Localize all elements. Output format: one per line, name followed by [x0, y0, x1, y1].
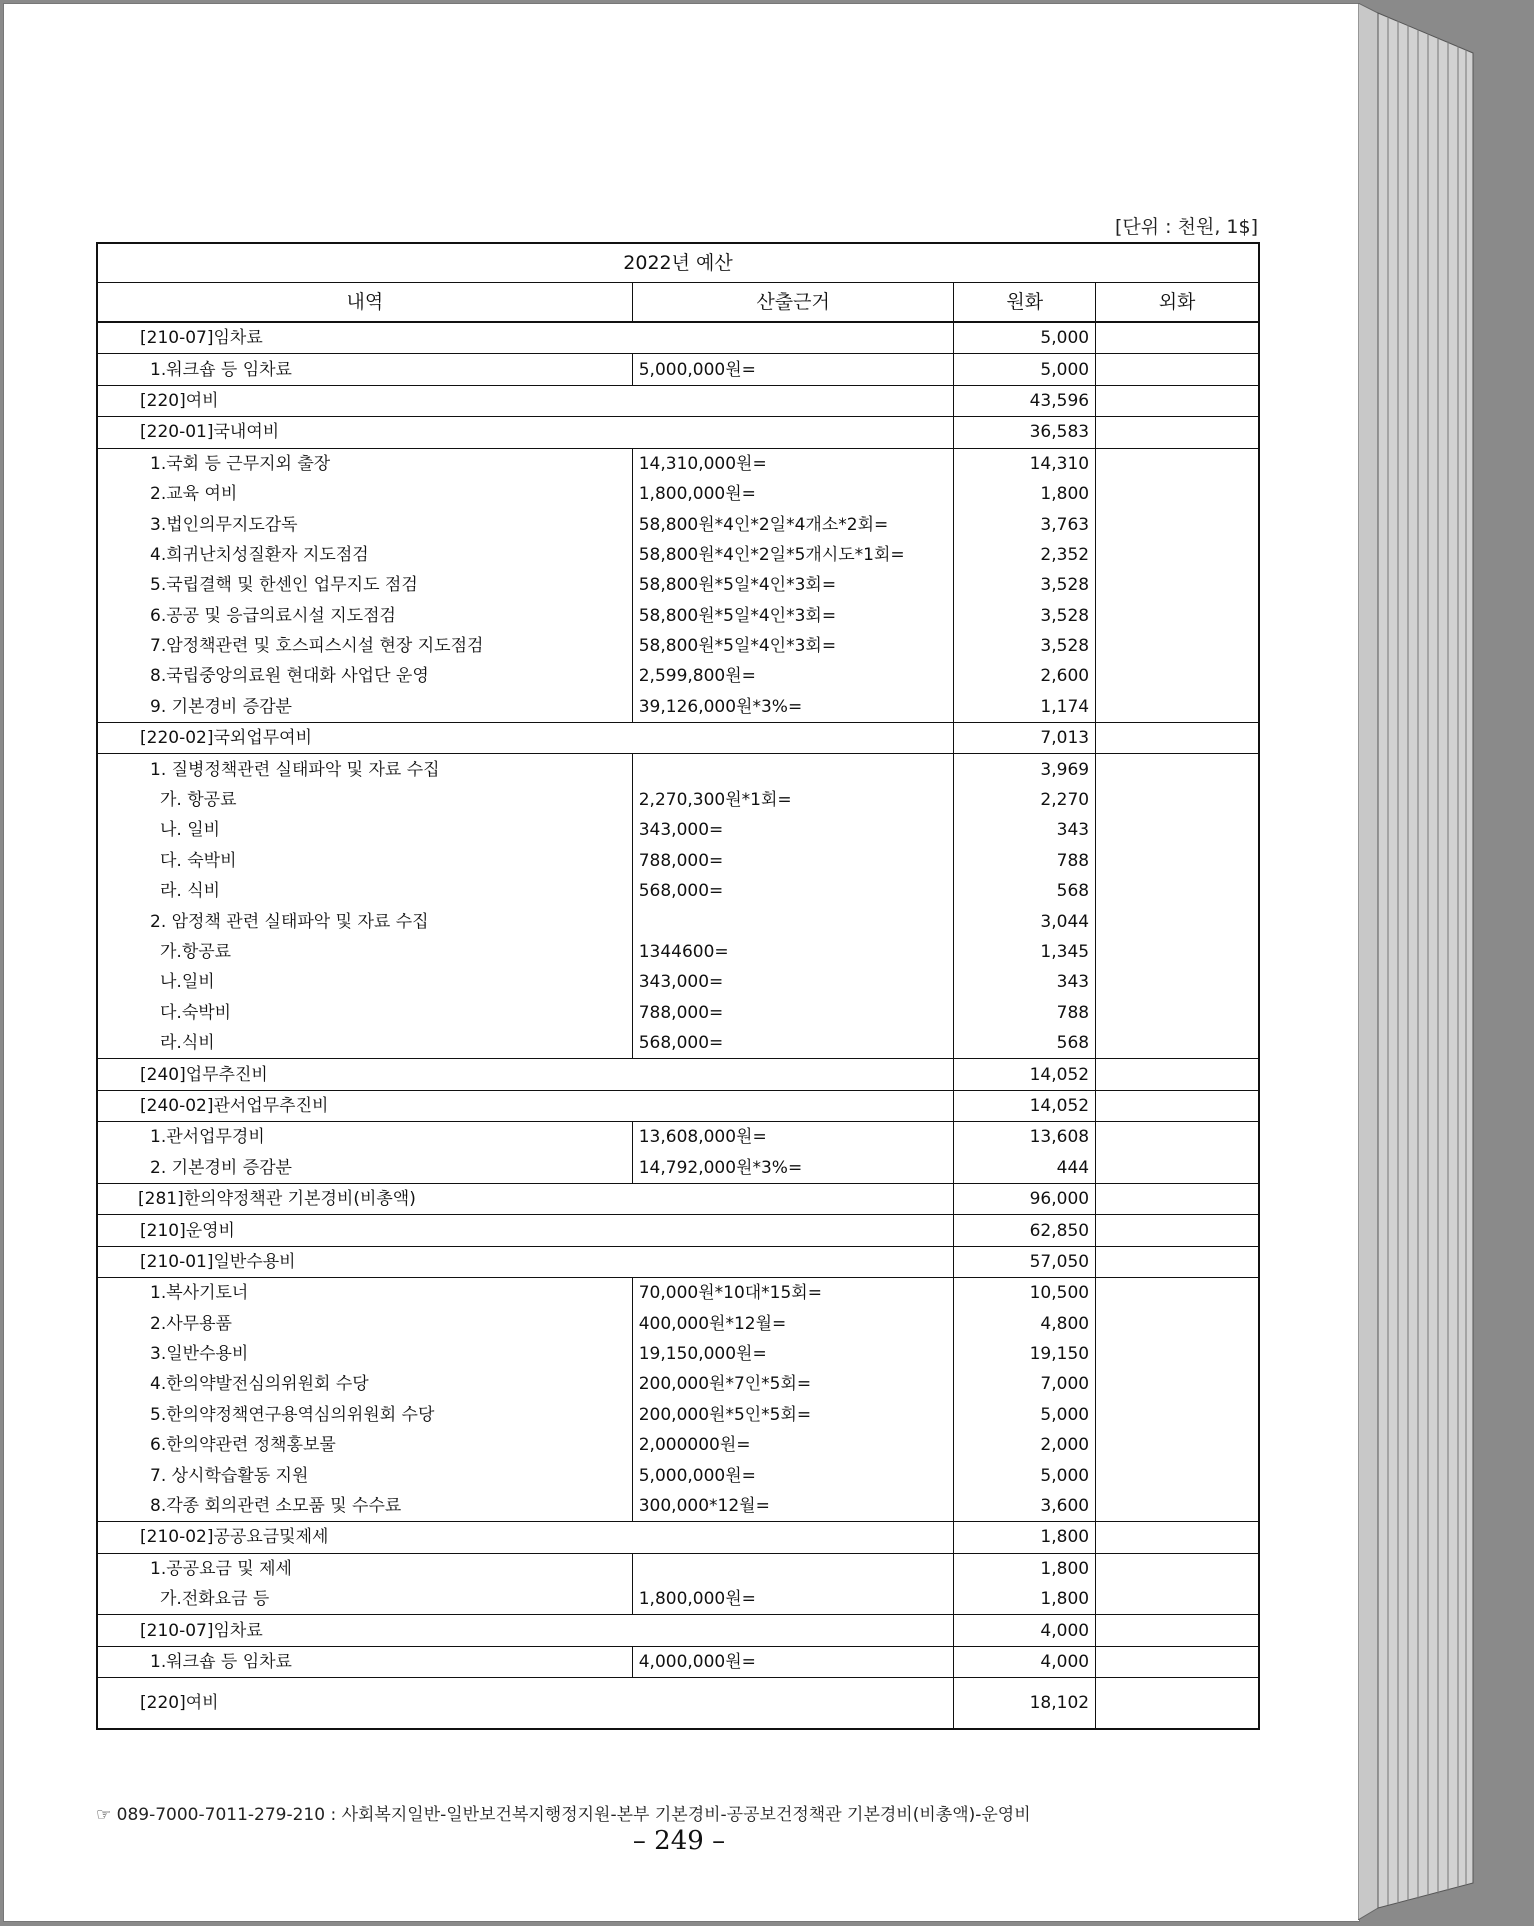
row-foreign — [1096, 479, 1259, 509]
row-item: 5.한의약정책연구용역심의위원회 수당 — [150, 1404, 435, 1425]
row-foreign — [1096, 1183, 1259, 1214]
row-item: 1.관서업무경비 — [97, 1122, 632, 1153]
table-row — [97, 1122, 1259, 1153]
table-row — [97, 1183, 1259, 1214]
table-row — [97, 937, 1259, 967]
row-krw: 13,608 — [954, 1122, 1096, 1153]
row-basis: 343,000= — [632, 815, 954, 845]
row-foreign — [1096, 1028, 1259, 1059]
row-foreign — [1096, 1278, 1259, 1309]
row-item: 가. 항공료 — [160, 790, 237, 811]
table-title: 2022년 예산 — [97, 243, 1259, 283]
row-basis: 13,608,000원= — [632, 1122, 954, 1153]
row-item: [220-02]국외업무여비 — [97, 723, 954, 754]
row-foreign — [1096, 937, 1259, 967]
row-item: 1.국회 등 근무지외 출장 — [97, 448, 632, 479]
row-krw: 3,763 — [954, 509, 1096, 539]
row-krw: 3,528 — [954, 601, 1096, 631]
row-foreign — [1096, 692, 1259, 723]
row-basis: 5,000,000원= — [632, 354, 954, 385]
table-row — [97, 1522, 1259, 1553]
row-krw: 14,052 — [954, 1090, 1096, 1121]
table-row — [97, 846, 1259, 876]
col-header-foreign: 외화 — [1096, 283, 1259, 323]
row-basis: 19,150,000원= — [632, 1339, 954, 1369]
row-basis: 788,000= — [632, 846, 954, 876]
row-item: 가.전화요금 등 — [160, 1589, 270, 1610]
row-krw: 10,500 — [954, 1278, 1096, 1309]
row-basis: 300,000*12월= — [632, 1491, 954, 1522]
col-header-item: 내역 — [97, 283, 632, 323]
row-basis: 1,800,000원= — [632, 1584, 954, 1615]
row-krw: 1,174 — [954, 692, 1096, 723]
row-foreign — [1096, 509, 1259, 539]
row-basis: 14,792,000원*3%= — [632, 1153, 954, 1184]
row-basis: 568,000= — [632, 1028, 954, 1059]
row-basis: 568,000= — [632, 876, 954, 906]
table-row — [97, 661, 1259, 691]
table-row — [97, 540, 1259, 570]
table-row — [97, 1400, 1259, 1430]
row-foreign — [1096, 1584, 1259, 1615]
table-row — [97, 815, 1259, 845]
row-krw: 1,800 — [954, 1522, 1096, 1553]
header-row — [97, 283, 1259, 323]
page-number: – 249 – — [632, 1826, 726, 1856]
row-basis: 70,000원*10대*15회= — [632, 1278, 954, 1309]
row-basis: 1344600= — [632, 937, 954, 967]
row-krw: 3,969 — [954, 754, 1096, 785]
row-item: 다.숙박비 — [160, 1002, 232, 1023]
table-row — [97, 1553, 1259, 1584]
table-row — [97, 1059, 1259, 1090]
table-row — [97, 385, 1259, 416]
row-item: 라. 식비 — [160, 881, 221, 902]
row-item: 2.사무용품 — [150, 1313, 232, 1334]
row-item: 2. 기본경비 증감분 — [150, 1157, 292, 1178]
table-row — [97, 1369, 1259, 1399]
row-foreign — [1096, 448, 1259, 479]
row-krw: 1,800 — [954, 1553, 1096, 1584]
table-row — [97, 1246, 1259, 1277]
row-krw: 43,596 — [954, 385, 1096, 416]
row-item: [240-02]관서업무추진비 — [97, 1090, 954, 1121]
row-krw: 568 — [954, 1028, 1096, 1059]
row-basis: 2,599,800원= — [632, 661, 954, 691]
row-item: [240]업무추진비 — [97, 1059, 954, 1090]
table-row — [97, 1153, 1259, 1184]
row-item: [210-07]임차료 — [97, 322, 954, 354]
table-row — [97, 1491, 1259, 1522]
table-row — [97, 417, 1259, 448]
row-basis: 4,000,000원= — [632, 1646, 954, 1677]
row-foreign — [1096, 967, 1259, 997]
row-krw: 3,044 — [954, 906, 1096, 936]
row-krw: 788 — [954, 846, 1096, 876]
row-basis: 1,800,000원= — [632, 479, 954, 509]
row-item: [210-01]일반수용비 — [97, 1246, 954, 1277]
row-foreign — [1096, 601, 1259, 631]
table-row — [97, 479, 1259, 509]
row-foreign — [1096, 1522, 1259, 1553]
table-row — [97, 1215, 1259, 1246]
row-foreign — [1096, 385, 1259, 416]
row-krw: 343 — [954, 967, 1096, 997]
row-foreign — [1096, 785, 1259, 815]
table-row — [97, 448, 1259, 479]
row-basis: 400,000원*12월= — [632, 1309, 954, 1339]
table-row — [97, 876, 1259, 906]
row-krw: 19,150 — [954, 1339, 1096, 1369]
row-krw: 3,600 — [954, 1491, 1096, 1522]
row-foreign — [1096, 1369, 1259, 1399]
row-krw: 36,583 — [954, 417, 1096, 448]
row-item: 9. 기본경비 증감분 — [150, 696, 292, 717]
row-foreign — [1096, 723, 1259, 754]
row-foreign — [1096, 1615, 1259, 1646]
row-item: 2.교육 여비 — [150, 484, 238, 505]
budget-table — [96, 242, 1260, 1730]
row-basis: 343,000= — [632, 967, 954, 997]
row-foreign — [1096, 1553, 1259, 1584]
row-foreign — [1096, 1646, 1259, 1677]
row-item: 다. 숙박비 — [160, 850, 237, 871]
row-basis: 200,000원*5인*5회= — [632, 1400, 954, 1430]
row-item: 4.한의약발전심의위원회 수당 — [150, 1374, 369, 1395]
row-foreign — [1096, 354, 1259, 385]
row-krw: 62,850 — [954, 1215, 1096, 1246]
row-foreign — [1096, 815, 1259, 845]
table-row — [97, 354, 1259, 385]
row-krw: 444 — [954, 1153, 1096, 1184]
row-krw: 5,000 — [954, 354, 1096, 385]
row-foreign — [1096, 570, 1259, 600]
row-foreign — [1096, 661, 1259, 691]
row-item: 7. 상시학습활동 지원 — [150, 1465, 309, 1486]
row-basis — [632, 1553, 954, 1584]
row-foreign — [1096, 540, 1259, 570]
table-row — [97, 601, 1259, 631]
row-item: [220]여비 — [97, 1678, 954, 1730]
table-row — [97, 1339, 1259, 1369]
row-krw: 1,800 — [954, 479, 1096, 509]
row-item: [220-01]국내여비 — [97, 417, 954, 448]
table-row — [97, 1309, 1259, 1339]
table-row — [97, 1278, 1259, 1309]
table-row — [97, 906, 1259, 936]
col-header-krw: 원화 — [954, 283, 1096, 323]
row-item: 8.각종 회의관련 소모품 및 수수료 — [150, 1496, 402, 1517]
row-item: 6.한의약관련 정책홍보물 — [150, 1435, 336, 1456]
table-row — [97, 1646, 1259, 1677]
row-basis: 58,800원*5일*4인*3회= — [632, 570, 954, 600]
row-basis: 200,000원*7인*5회= — [632, 1369, 954, 1399]
row-item: 5.국립결핵 및 한센인 업무지도 점검 — [150, 575, 418, 596]
row-item: 1.워크숍 등 임차료 — [97, 1646, 632, 1677]
table-row — [97, 754, 1259, 785]
row-item: 라.식비 — [160, 1033, 215, 1054]
row-item: 4.희귀난치성질환자 지도점검 — [150, 544, 369, 565]
row-foreign — [1096, 322, 1259, 354]
row-krw: 7,013 — [954, 723, 1096, 754]
row-item: [210-07]임차료 — [97, 1615, 954, 1646]
row-krw: 3,528 — [954, 631, 1096, 661]
row-item: 1.공공요금 및 제세 — [97, 1553, 632, 1584]
row-krw: 14,052 — [954, 1059, 1096, 1090]
row-foreign — [1096, 417, 1259, 448]
row-krw: 2,352 — [954, 540, 1096, 570]
table-row — [97, 692, 1259, 723]
account-code-footnote: ☞ 089-7000-7011-279-210 : 사회복지일반-일반보건복지행정지원-본부 기본경비-공공보건정책관 기본경비(비총액)-운영비 — [96, 1805, 1031, 1825]
row-basis: 788,000= — [632, 998, 954, 1028]
row-krw: 2,270 — [954, 785, 1096, 815]
row-foreign — [1096, 876, 1259, 906]
table-row — [97, 509, 1259, 539]
row-basis: 58,800원*5일*4인*3회= — [632, 631, 954, 661]
table-row — [97, 570, 1259, 600]
unit-label: [단위 : 천원, 1$] — [1115, 216, 1258, 238]
row-item: 8.국립중앙의료원 현대화 사업단 운영 — [150, 666, 429, 687]
row-krw: 568 — [954, 876, 1096, 906]
row-basis — [632, 906, 954, 936]
table-row — [97, 1615, 1259, 1646]
page-stack-edge — [1358, 3, 1506, 1920]
table-row — [97, 1430, 1259, 1460]
table-row — [97, 723, 1259, 754]
row-foreign — [1096, 1090, 1259, 1121]
row-item: [281]한의약정책관 기본경비(비총액) — [97, 1183, 954, 1214]
row-foreign — [1096, 1309, 1259, 1339]
row-krw: 4,000 — [954, 1646, 1096, 1677]
row-basis: 58,800원*4인*2일*4개소*2회= — [632, 509, 954, 539]
row-krw: 5,000 — [954, 1460, 1096, 1490]
row-item: 3.법인의무지도감독 — [150, 514, 298, 535]
row-krw: 5,000 — [954, 1400, 1096, 1430]
row-item: [210-02]공공요금및제세 — [97, 1522, 954, 1553]
row-foreign — [1096, 1215, 1259, 1246]
row-basis: 58,800원*4인*2일*5개시도*1회= — [632, 540, 954, 570]
row-item: 3.일반수용비 — [150, 1344, 249, 1365]
row-foreign — [1096, 1246, 1259, 1277]
row-krw: 4,800 — [954, 1309, 1096, 1339]
row-item: 나.일비 — [160, 972, 215, 993]
row-item: 1.워크숍 등 임차료 — [97, 354, 632, 385]
row-foreign — [1096, 1491, 1259, 1522]
table-row — [97, 785, 1259, 815]
table-row — [97, 967, 1259, 997]
table-row — [97, 631, 1259, 661]
row-item: 6.공공 및 응급의료시설 지도점검 — [150, 605, 396, 626]
row-foreign — [1096, 1400, 1259, 1430]
table-row — [97, 998, 1259, 1028]
row-krw: 18,102 — [954, 1678, 1096, 1730]
row-krw: 57,050 — [954, 1246, 1096, 1277]
row-krw: 96,000 — [954, 1183, 1096, 1214]
row-item: 1.복사기토너 — [97, 1278, 632, 1309]
row-item: [210]운영비 — [97, 1215, 954, 1246]
row-foreign — [1096, 1122, 1259, 1153]
row-foreign — [1096, 906, 1259, 936]
row-item: 2. 암정책 관련 실태파악 및 자료 수집 — [150, 911, 429, 932]
row-basis — [632, 754, 954, 785]
row-krw: 343 — [954, 815, 1096, 845]
row-krw: 1,800 — [954, 1584, 1096, 1615]
row-basis: 5,000,000원= — [632, 1460, 954, 1490]
row-basis: 58,800원*5일*4인*3회= — [632, 601, 954, 631]
row-basis: 2,000000원= — [632, 1430, 954, 1460]
row-foreign — [1096, 1059, 1259, 1090]
row-item: 나. 일비 — [160, 820, 221, 841]
row-basis: 2,270,300원*1회= — [632, 785, 954, 815]
row-krw: 2,600 — [954, 661, 1096, 691]
col-header-basis: 산출근거 — [632, 283, 954, 323]
row-item: 가.항공료 — [160, 942, 232, 962]
table-row — [97, 1584, 1259, 1615]
row-krw: 5,000 — [954, 322, 1096, 354]
table-row — [97, 322, 1259, 354]
table-row — [97, 1460, 1259, 1490]
row-foreign — [1096, 1430, 1259, 1460]
row-item: [220]여비 — [97, 385, 954, 416]
row-krw: 14,310 — [954, 448, 1096, 479]
row-item: 7.암정책관련 및 호스피스시설 현장 지도점검 — [150, 636, 484, 657]
row-krw: 7,000 — [954, 1369, 1096, 1399]
row-foreign — [1096, 998, 1259, 1028]
row-foreign — [1096, 1678, 1259, 1730]
table-row — [97, 1678, 1259, 1730]
row-foreign — [1096, 1460, 1259, 1490]
row-foreign — [1096, 754, 1259, 785]
row-krw: 1,345 — [954, 937, 1096, 967]
row-basis: 14,310,000원= — [632, 448, 954, 479]
row-basis: 39,126,000원*3%= — [632, 692, 954, 723]
row-krw: 4,000 — [954, 1615, 1096, 1646]
row-foreign — [1096, 1153, 1259, 1184]
table-row — [97, 1028, 1259, 1059]
row-krw: 788 — [954, 998, 1096, 1028]
row-item: 1. 질병정책관련 실태파악 및 자료 수집 — [97, 754, 632, 785]
table-row — [97, 1090, 1259, 1121]
row-krw: 3,528 — [954, 570, 1096, 600]
row-krw: 2,000 — [954, 1430, 1096, 1460]
row-foreign — [1096, 846, 1259, 876]
row-foreign — [1096, 1339, 1259, 1369]
row-foreign — [1096, 631, 1259, 661]
